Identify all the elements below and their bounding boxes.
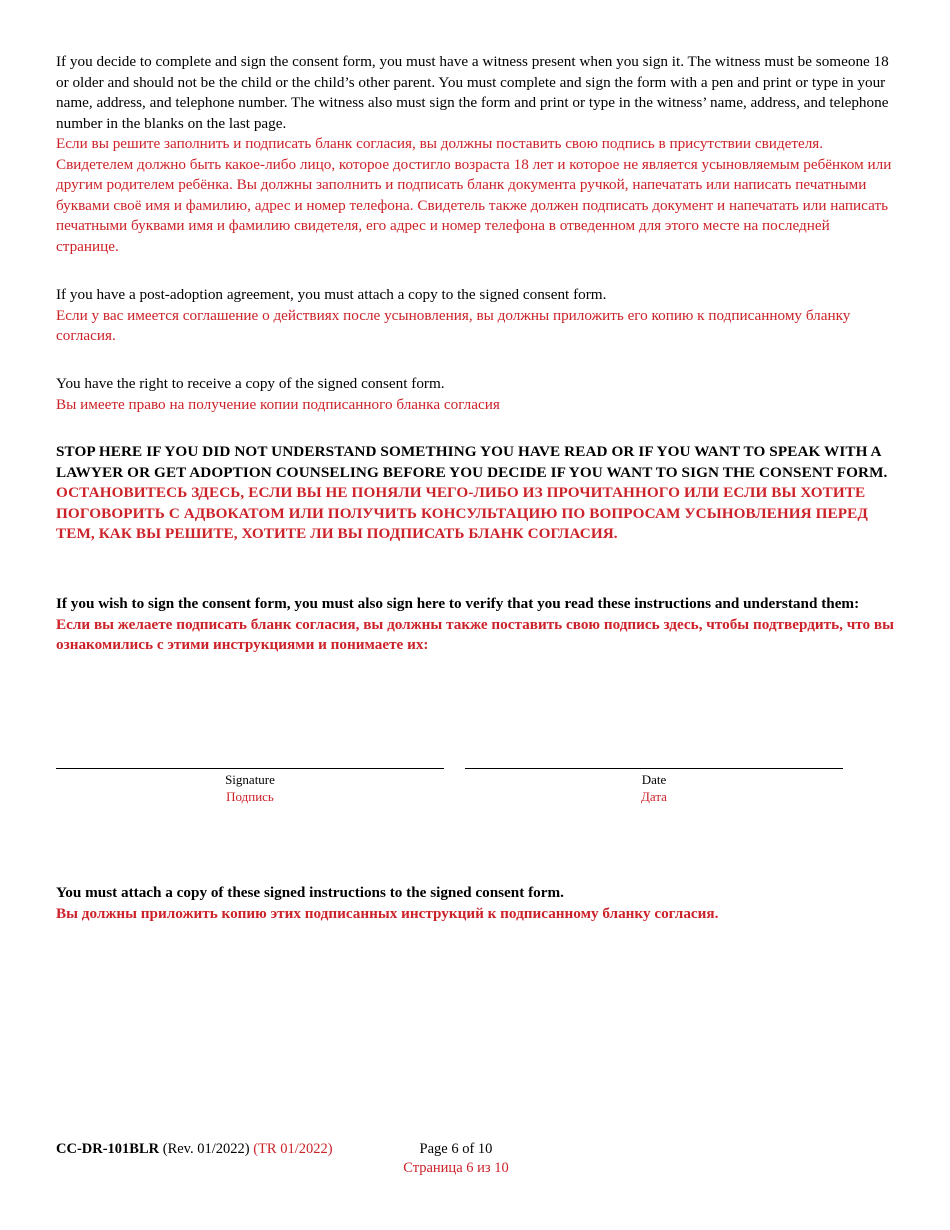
agreement-paragraph-ru: Если у вас имеется соглашение о действиях после усыновления, вы должны приложить его копию к подписанному бланку согласия. [56,306,851,344]
signature-section [56,768,846,828]
agreement-paragraph-en: If you have a post-adoption agreement, you must attach a copy to the signed consent form. [56,286,607,303]
sign-here-paragraph-en: If you wish to sign the consent form, you must also sign here to verify that you read these instructions and understand them: [56,595,860,612]
witness-paragraph-ru: Если вы решите заполнить и подписать бланк согласия, вы должны поставить свою подпись в присутствии свидетеля. Свидетелем должно быть какое-либо лицо, которое достигло возраста 18 лет и которое не является усыновляемым ребёнком или другим родителем ребёнка. Вы должны заполнить и подписать бланк документа ручкой, напечатать или написать печатными буквами своё имя и фамилию, адрес и номер телефона. Свидетель также должен подписать документ и напечатать или написать печатными буквами имя и фамилию свидетеля, его адрес и номер телефона в отведенном для этого месте на последней странице. [56,135,892,255]
form-identifier [56,1140,333,1159]
sign-here-paragraph-ru: Если вы желаете подписать бланк согласия, вы должны также поставить свою подпись здесь, чтобы подтвердить, что вы ознакомились с этими инструкциями и понимаете их: [56,615,894,653]
copy-right-paragraph [56,374,896,415]
page-number [396,1140,516,1178]
date-label-ru: Дата [641,789,667,804]
stop-here-paragraph-ru: ОСТАНОВИТЕСЬ ЗДЕСЬ, ЕСЛИ ВЫ НЕ ПОНЯЛИ ЧЕГО-ЛИБО ИЗ ПРОЧИТАННОГО ИЛИ ЕСЛИ ВЫ ХОТИТЕ ПОГОВОРИТЬ С АДВОКАТОМ ИЛИ ПОЛУЧИТЬ КОНСУЛЬТАЦИЮ ПО ВОПРОСАМ УСЫНОВЛЕНИЯ ПЕРЕД ТЕМ, КАК ВЫ РЕШИТЕ, ХОТИТЕ ЛИ ВЫ ПОДПИСАТЬ БЛАНК СОГЛАСИЯ. [56,484,868,542]
attach-paragraph-ru: Вы должны приложить копию этих подписанных инструкций к подписанному бланку согласия. [56,904,719,922]
signature-label [56,771,444,805]
witness-paragraph [56,52,894,257]
witness-paragraph-en: If you decide to complete and sign the consent form, you must have a witness present when you sign it. The witness must be someone 18 or older and should not be the child or the child’s other parent. You must complete and sign the form with a pen and print or type in your name, address, and telephone number. The witness also must sign the form and print or type in the witness’ name, address, and telephone number in the blanks on the last page. [56,53,889,132]
stop-here-paragraph-en: STOP HERE IF YOU DID NOT UNDERSTAND SOMETHING YOU HAVE READ OR IF YOU WANT TO SPEAK WITH A LAWYER OR GET ADOPTION COUNSELING BEFORE YOU DECIDE IF YOU WANT TO SIGN THE CONSENT FORM. [56,443,888,481]
signature-label-ru: Подпись [226,789,274,804]
signature-line[interactable] [56,768,444,769]
signature-label-en: Signature [225,772,275,787]
attach-paragraph [56,883,896,924]
form-revision: (Rev. 01/2022) [162,1141,250,1157]
copy-right-paragraph-ru: Вы имеете право на получение копии подписанного бланка согласия [56,395,500,413]
page-number-en: Page 6 of 10 [419,1141,493,1157]
copy-right-paragraph-en: You have the right to receive a copy of the signed consent form. [56,375,445,392]
form-translation-revision: (TR 01/2022) [253,1141,333,1157]
agreement-paragraph [56,285,896,347]
date-label [465,771,843,805]
date-line[interactable] [465,768,843,769]
sign-here-paragraph [56,594,896,656]
page-number-ru: Страница 6 из 10 [403,1160,509,1176]
form-code: CC-DR-101BLR [56,1141,160,1157]
stop-here-paragraph [56,442,896,545]
attach-paragraph-en: You must attach a copy of these signed instructions to the signed consent form. [56,884,564,901]
date-label-en: Date [641,772,667,787]
